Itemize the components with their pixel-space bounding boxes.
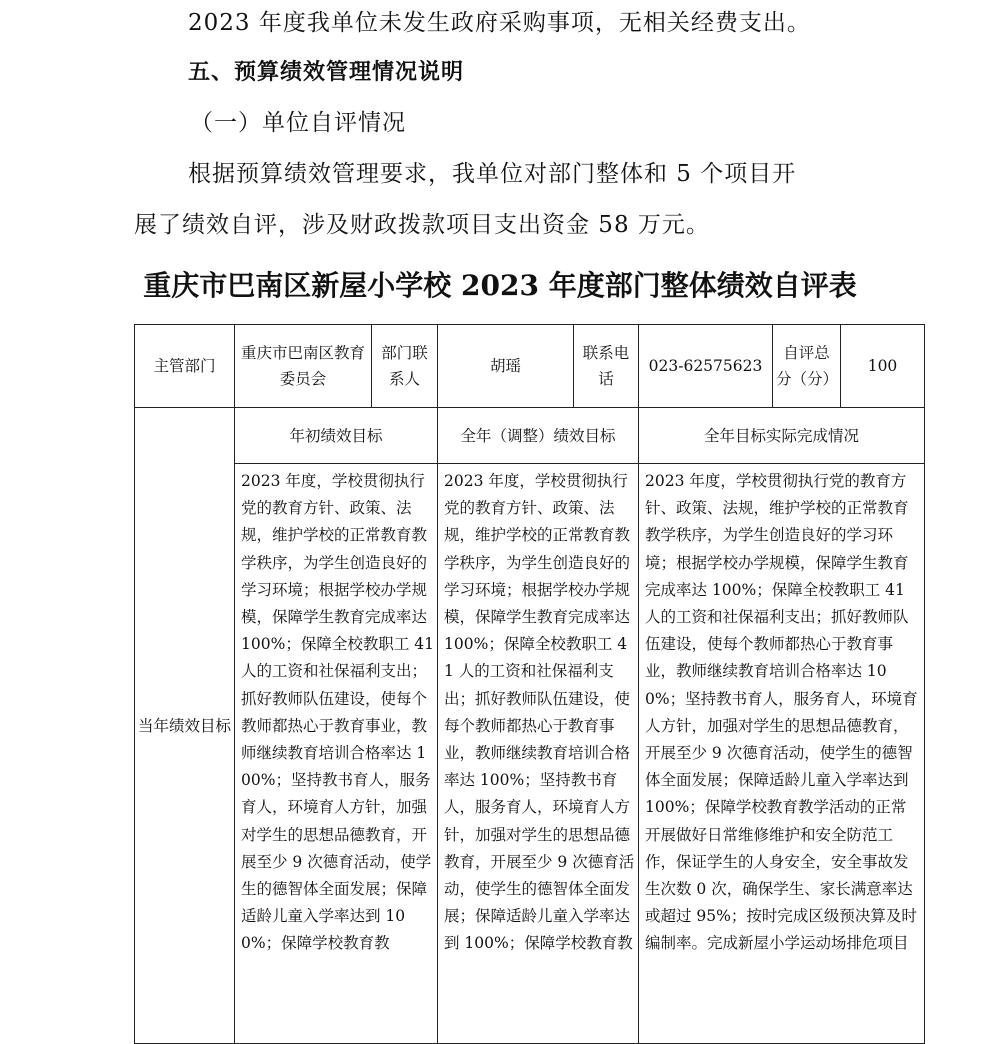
goals-row-label-cell: 当年绩效目标 — [135, 408, 235, 1044]
paragraph-self-eval-line2: 展了绩效自评，涉及财政拨款项目支出资金 58 万元。 — [134, 212, 710, 238]
dept-value-cell: 重庆市巴南区教育委员会 — [235, 325, 372, 408]
table-title: 重庆市巴南区新屋小学校 2023 年度部门整体绩效自评表 — [143, 269, 857, 302]
section-heading-five: 五、预算绩效管理情况说明 — [188, 60, 465, 85]
goals-content-row — [135, 464, 925, 1044]
adjusted-goal-text: 2023 年度，学校贯彻执行党的教育方针、政策、法规，维护学校的正常教育教学秩序，为学生创造良好的学习环境；根据学校办学规模，保障学生教育完成率达 100%；保障全校教职工 41 人的工资和社保福利支出；抓好教师队伍建设，使每个教师都热心于教育事业，教师继续教育培训合格率达 100%；坚持教书育人，服务育人，环境育人方针，加强对学生的思想品德教育，开展至少 9 次德育活动，使学生的德智体全面发展；保障适龄儿童入学率达到 100%；保障学校教育教 — [438, 464, 639, 1044]
goals-col-header-row — [135, 408, 925, 464]
col-header-initial: 年初绩效目标 — [235, 408, 438, 464]
dept-label-cell: 主管部门 — [135, 325, 235, 408]
paragraph-self-eval-line1: 根据预算绩效管理要求，我单位对部门整体和 5 个项目开 — [188, 161, 797, 187]
col-header-adjusted: 全年（调整）绩效目标 — [438, 408, 639, 464]
phone-value-cell: 023-62575623 — [639, 325, 773, 408]
contact-value-cell: 胡瑶 — [438, 325, 574, 408]
initial-goal-text: 2023 年度，学校贯彻执行党的教育方针、政策、法规，维护学校的正常教育教学秩序，为学生创造良好的学习环境；根据学校办学规模，保障学生教育完成率达 100%；保障全校教职工 41 人的工资和社保福利支出；抓好教师队伍建设，使每个教师都热心于教育事业，教师继续教育培训合格率达 100%；坚持教书育人，服务育人，环境育人方针，加强对学生的思想品德教育，开展至少 9 次德育活动，使学生的德智体全面发展；保障适龄儿童入学率达到 100%；保障学校教育教 — [235, 464, 438, 1044]
actual-completion-text: 2023 年度，学校贯彻执行党的教育方针、政策、法规，维护学校的正常教育教学秩序，为学生创造良好的学习环境；根据学校办学规模，保障学生教育完成率达 100%；保障全校教职工 41 人的工资和社保福利支出；抓好教师队伍建设，使每个教师都热心于教育事业，教师继续教育培训合格率达 100%；坚持教书育人，服务育人，环境育人方针，加强对学生的思想品德教育，开展至少 9 次德育活动，使学生的德智体全面发展；保障适龄儿童入学率达到 100%；保障学校教育教学活动的正常开展做好日常维修维护和安全防范工作，保证学生的人身安全，安全事故发生次数 0 次，确保学生、家长满意率达或超过 95%；按时完成区级预决算及时编制率。完成新屋小学运动场排危项目 — [639, 464, 925, 1044]
col-header-actual: 全年目标实际完成情况 — [639, 408, 925, 464]
performance-eval-table — [134, 324, 925, 1044]
paragraph-procurement: 2023 年度我单位未发生政府采购事项，无相关经费支出。 — [188, 10, 811, 36]
phone-label-cell: 联系电话 — [574, 325, 639, 408]
table-header-row — [135, 325, 925, 408]
subsection-heading-self-eval: （一）单位自评情况 — [190, 110, 406, 136]
contact-label-cell: 部门联系人 — [372, 325, 438, 408]
score-label-cell: 自评总分（分） — [773, 325, 841, 408]
score-value-cell: 100 — [841, 325, 925, 408]
